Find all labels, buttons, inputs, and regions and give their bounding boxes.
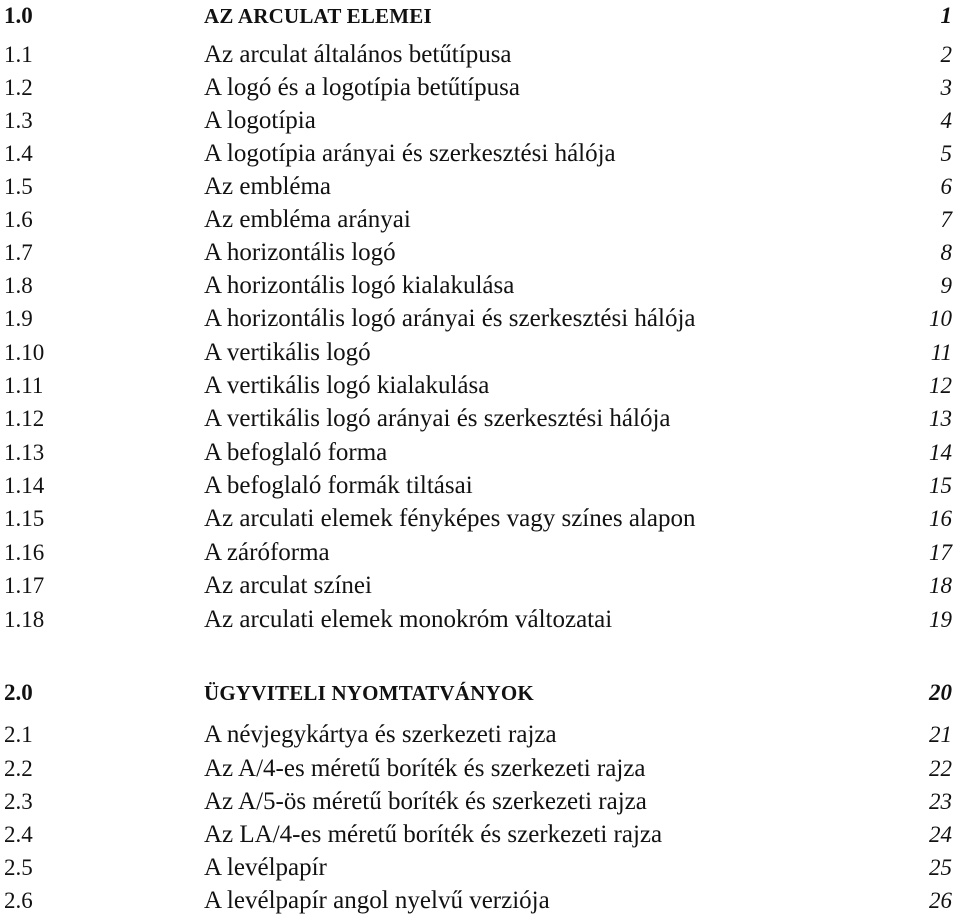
- page-number: 10: [929, 306, 952, 331]
- toc-entry: [0, 270, 960, 302]
- entry-number: 1.17: [4, 573, 45, 598]
- entry-number: 1.15: [4, 506, 45, 531]
- entry-title: A vertikális logó kialakulása: [204, 372, 490, 399]
- entry-title: Az embléma arányai: [204, 206, 411, 233]
- section-number: 1.0: [4, 3, 33, 28]
- entry-title: A záróforma: [204, 539, 330, 566]
- toc-entry: [0, 885, 960, 917]
- toc-entry: [0, 570, 960, 602]
- toc-entry: [0, 852, 960, 884]
- page-number: 1: [940, 3, 952, 28]
- toc-entry: [0, 72, 960, 104]
- entry-number: 1.6: [4, 207, 33, 232]
- entry-title: A befoglaló formák tiltásai: [204, 472, 473, 499]
- entry-number: 1.10: [4, 340, 45, 365]
- entry-title: A névjegykártya és szerkezeti rajza: [204, 721, 557, 748]
- toc-entry: [0, 237, 960, 269]
- page-number: 16: [929, 506, 952, 531]
- page-number: 25: [929, 855, 952, 880]
- entry-title: Az arculati elemek monokróm változatai: [204, 606, 613, 633]
- entry-title: A logó és a logotípia betűtípusa: [204, 74, 520, 101]
- toc-entry: [0, 786, 960, 818]
- page-number: 20: [929, 680, 952, 705]
- entry-number: 2.1: [4, 722, 33, 747]
- page-number: 11: [930, 340, 952, 365]
- toc-entry: [0, 753, 960, 785]
- page-number: 17: [929, 540, 952, 565]
- toc-entry: [0, 819, 960, 851]
- entry-number: 1.2: [4, 75, 33, 100]
- entry-title: Az A/4-es méretű boríték és szerkezeti rajza: [204, 755, 646, 782]
- toc-entry: [0, 403, 960, 435]
- entry-title: A horizontális logó arányai és szerkesztési hálója: [204, 305, 696, 332]
- entry-title: Az arculat színei: [204, 572, 372, 599]
- page-number: 8: [940, 240, 952, 265]
- entry-title: Az embléma: [204, 173, 332, 200]
- entry-number: 1.12: [4, 406, 45, 431]
- entry-number: 1.13: [4, 440, 45, 465]
- toc-entry: [0, 138, 960, 170]
- entry-number: 1.18: [4, 607, 45, 632]
- entry-number: 1.1: [4, 42, 33, 67]
- entry-number: 1.16: [4, 540, 45, 565]
- entry-number: 1.3: [4, 108, 33, 133]
- page-number: 7: [940, 207, 952, 232]
- entry-title: A levélpapír: [204, 854, 327, 881]
- entry-number: 1.11: [4, 373, 44, 398]
- entry-number: 1.7: [4, 240, 33, 265]
- toc-entry: [0, 437, 960, 469]
- entry-title: Az A/5-ös méretű boríték és szerkezeti rajza: [204, 788, 647, 815]
- page-number: 6: [940, 174, 952, 199]
- entry-title: Az arculat általános betűtípusa: [204, 41, 512, 68]
- toc-entry: [0, 719, 960, 751]
- entry-title: Az LA/4-es méretű boríték és szerkezeti rajza: [204, 821, 663, 848]
- page-number: 4: [940, 108, 952, 133]
- page-number: 9: [940, 273, 952, 298]
- entry-number: 1.4: [4, 141, 33, 166]
- page-number: 23: [929, 789, 952, 814]
- entry-number: 1.14: [4, 473, 45, 498]
- toc-entry: [0, 370, 960, 402]
- entry-title: A horizontális logó kialakulása: [204, 272, 515, 299]
- page-number: 3: [940, 75, 952, 100]
- entry-number: 2.4: [4, 822, 33, 847]
- page-number: 14: [929, 440, 952, 465]
- entry-title: A vertikális logó arányai és szerkesztési hálója: [204, 405, 671, 432]
- entry-number: 2.3: [4, 789, 33, 814]
- page-number: 12: [929, 373, 952, 398]
- entry-title: A logotípia arányai és szerkesztési hálója: [204, 140, 616, 167]
- page-number: 24: [929, 822, 952, 847]
- toc-entry: [0, 470, 960, 502]
- entry-title: Az arculati elemek fényképes vagy színes alapon: [204, 505, 696, 532]
- page-number: 19: [929, 607, 952, 632]
- entry-title: A horizontális logó: [204, 239, 396, 266]
- toc-entry: [0, 537, 960, 569]
- entry-number: 2.5: [4, 855, 33, 880]
- entry-number: 1.5: [4, 174, 33, 199]
- page-number: 13: [929, 406, 952, 431]
- page-number: 26: [929, 888, 952, 913]
- entry-title: A logotípia: [204, 107, 316, 134]
- page-number: 21: [929, 722, 952, 747]
- toc-entry: [0, 204, 960, 236]
- section-heading: [0, 677, 960, 709]
- entry-number: 2.2: [4, 756, 33, 781]
- entry-number: 2.6: [4, 888, 33, 913]
- entry-title: A levélpapír angol nyelvű verziója: [204, 887, 550, 914]
- section-title: ÜGYVITELI NYOMTATVÁNYOK: [204, 681, 534, 705]
- toc-entry: [0, 39, 960, 71]
- toc-entry: [0, 105, 960, 137]
- toc-entry: [0, 337, 960, 369]
- toc-entry: [0, 303, 960, 335]
- section-number: 2.0: [4, 680, 33, 705]
- section-title: AZ ARCULAT ELEMEI: [204, 4, 432, 28]
- section-heading: [0, 0, 960, 32]
- entry-number: 1.9: [4, 306, 33, 331]
- page-number: 5: [940, 141, 952, 166]
- page-number: 15: [929, 473, 952, 498]
- entry-title: A befoglaló forma: [204, 439, 388, 466]
- toc-entry: [0, 503, 960, 535]
- entry-number: 1.8: [4, 273, 33, 298]
- toc-entry: [0, 604, 960, 636]
- page-number: 22: [929, 756, 952, 781]
- toc-entry: [0, 171, 960, 203]
- entry-title: A vertikális logó: [204, 339, 371, 366]
- page-number: 2: [940, 42, 952, 67]
- page-number: 18: [929, 573, 952, 598]
